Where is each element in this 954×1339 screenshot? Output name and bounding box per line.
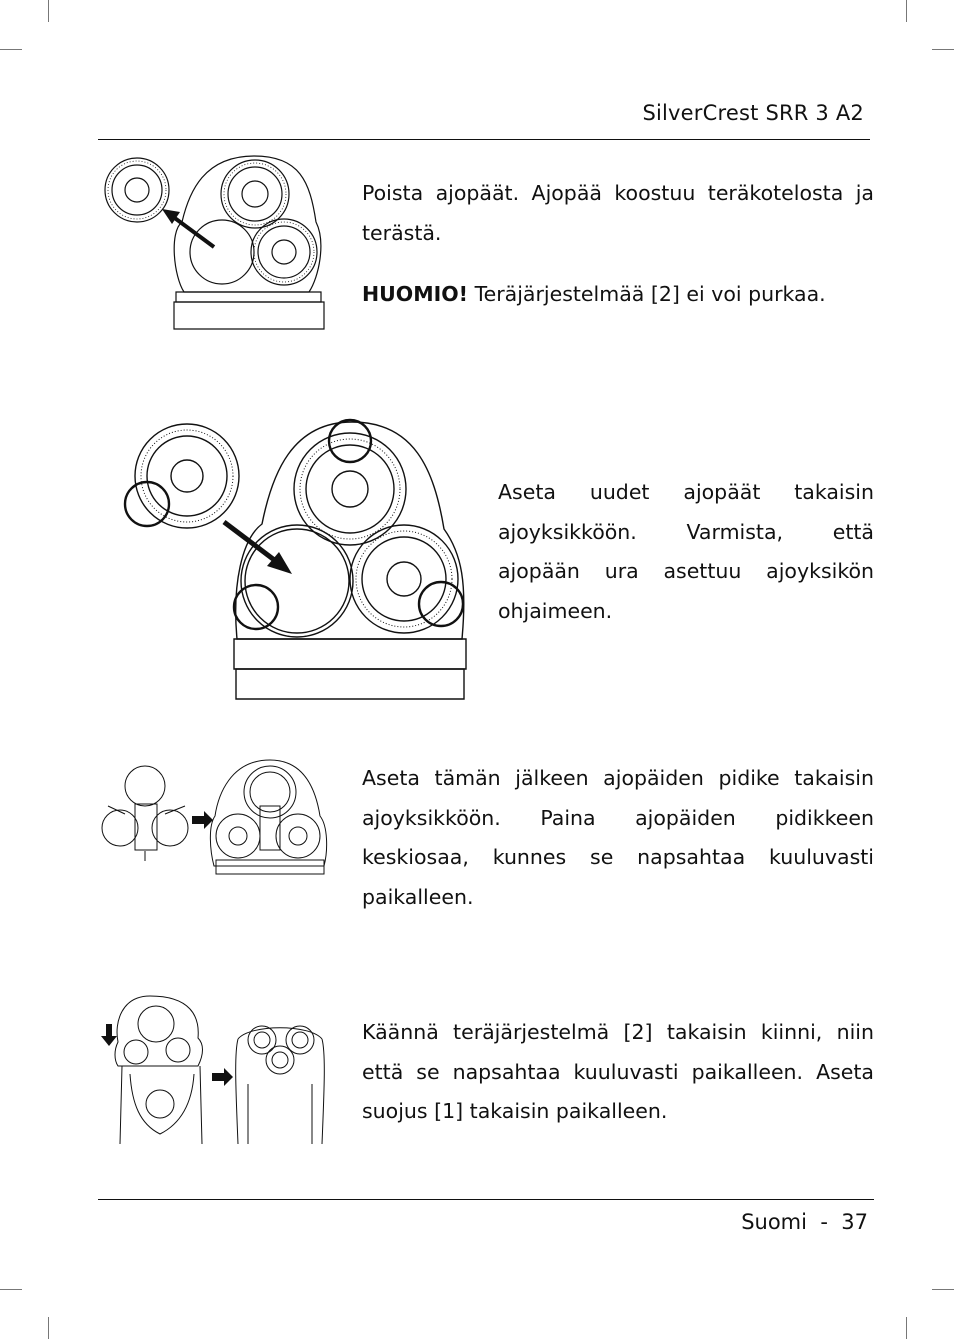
figure-remove-heads (104, 152, 329, 332)
warning-label: HUOMIO! (362, 282, 469, 306)
figure-insert-heads (122, 414, 470, 702)
page-footer (98, 1199, 874, 1240)
instruction-text: Aseta tämän jälkeen ajopäiden pidike takaisin ajoyksikköön. Paina ajopäiden pidikkeen keskiosaa, kunnes se napsahtaa kuuluvasti paikalleen. (362, 766, 874, 909)
warning-text: Teräjärjestelmää [2] ei voi purkaa. (468, 282, 826, 306)
page-header (98, 99, 870, 140)
crop-mark (906, 0, 907, 22)
instruction-text: Aseta uudet ajopäät takaisin ajoyksikköön. Varmista, että ajopään ura asettuu ajoyksikön ohjaimeen. (498, 480, 874, 623)
section-remove-heads (362, 174, 874, 315)
footer-separator: - (820, 1210, 828, 1234)
crop-mark (48, 0, 49, 22)
figure-close-blade-system (100, 994, 328, 1146)
crop-mark (906, 1317, 907, 1339)
instruction-text: Poista ajopäät. Ajopää koostuu teräkotelosta ja terästä. (362, 181, 874, 245)
warning-note (362, 275, 874, 315)
section-insert-heads (498, 473, 874, 631)
crop-mark (0, 1289, 22, 1290)
section-close-blade-system (362, 1013, 874, 1132)
crop-mark (48, 1317, 49, 1339)
instruction-text: Käännä teräjärjestelmä [2] takaisin kiinni, niin että se napsahtaa kuuluvasti paikalleen. Aseta suojus [1] takaisin paikalleen. (362, 1020, 874, 1123)
page-number: 37 (841, 1210, 868, 1234)
crop-mark (932, 1289, 954, 1290)
footer-language: Suomi (741, 1210, 807, 1234)
crop-mark (932, 49, 954, 50)
header-title: SilverCrest SRR 3 A2 (642, 101, 864, 125)
crop-mark (0, 49, 22, 50)
footer-page-info (741, 1210, 868, 1234)
figure-insert-holder (100, 756, 330, 876)
section-insert-holder (362, 759, 874, 917)
